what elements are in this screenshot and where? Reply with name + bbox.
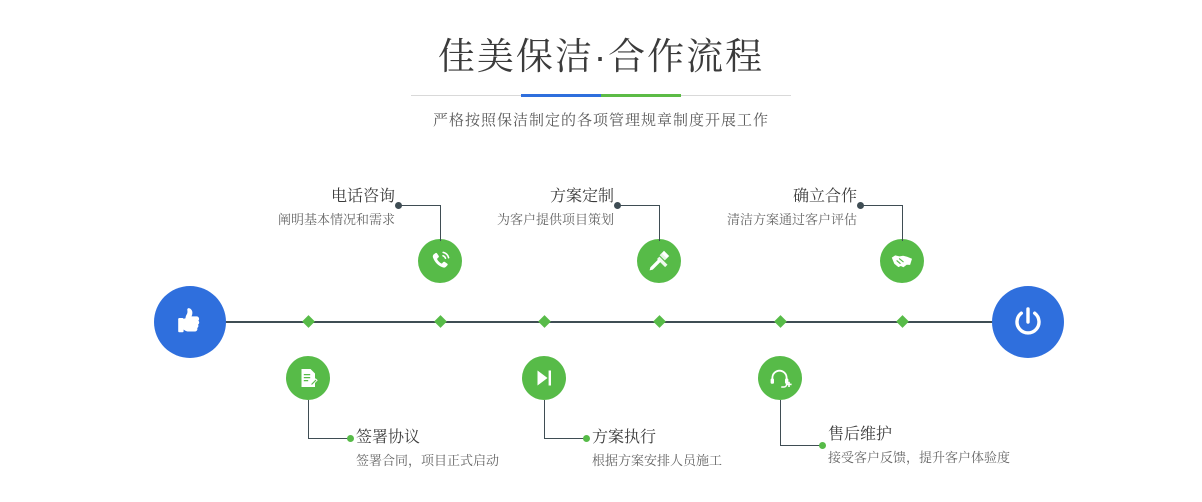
step-title-1: 电话咨询 <box>330 188 395 205</box>
step-endpoint-dot-5 <box>857 202 864 209</box>
step-title-5: 确立合作 <box>792 188 857 205</box>
step-marker-1 <box>434 315 447 328</box>
step-label-5 <box>690 186 857 230</box>
step-label-3 <box>460 186 614 230</box>
handshake-icon <box>890 249 914 273</box>
step-connector-4-horizontal <box>544 438 586 439</box>
step-label-6 <box>828 424 1010 468</box>
step-connector-5-vertical <box>902 205 903 241</box>
step-title-3: 方案定制 <box>549 188 614 205</box>
power-icon <box>1010 304 1046 340</box>
step-connector-1-vertical <box>440 205 441 241</box>
step-connector-3-vertical <box>659 205 660 241</box>
step-connector-4-vertical <box>544 400 545 438</box>
step-endpoint-dot-3 <box>614 202 621 209</box>
step-endpoint-dot-2 <box>347 435 354 442</box>
step-title-6: 售后维护 <box>828 426 893 443</box>
step-desc-2: 签署合同，项目正式启动 <box>356 453 500 468</box>
step-connector-2-vertical <box>308 400 309 438</box>
step-connector-3-horizontal <box>617 205 659 206</box>
step-desc-6: 接受客户反馈，提升客户体验度 <box>828 450 1011 465</box>
page-title: 佳美保洁·合作流程 <box>437 36 765 77</box>
step-endpoint-dot-4 <box>583 435 590 442</box>
step-desc-5: 清洁方案通过客户评估 <box>726 212 857 227</box>
step-connector-2-horizontal <box>308 438 350 439</box>
step-label-1 <box>255 186 395 230</box>
step-title-4: 方案执行 <box>592 429 657 446</box>
step-endpoint-dot-6 <box>819 442 826 449</box>
play-forward-icon <box>532 366 556 390</box>
step-marker-5 <box>896 315 909 328</box>
timeline-start-badge <box>154 286 226 358</box>
step-marker-2 <box>302 315 315 328</box>
timeline-end-badge <box>992 286 1064 358</box>
page-subtitle: 严格按照保洁制定的各项管理规章制度开展工作 <box>432 112 769 129</box>
step-desc-1: 阐明基本情况和需求 <box>277 212 395 227</box>
step-node-5[interactable] <box>880 239 924 283</box>
thumbs-up-icon <box>173 305 207 339</box>
step-marker-4 <box>538 315 551 328</box>
step-connector-6-horizontal <box>780 445 822 446</box>
step-label-4 <box>592 427 722 471</box>
step-label-2 <box>356 427 499 471</box>
step-marker-6 <box>774 315 787 328</box>
step-node-6[interactable] <box>758 356 802 400</box>
step-title-2: 签署协议 <box>356 429 421 446</box>
step-desc-4: 根据方案安排人员施工 <box>592 453 723 468</box>
step-endpoint-dot-1 <box>395 202 402 209</box>
step-connector-1-horizontal <box>398 205 440 206</box>
pen-ruler-icon <box>647 249 671 273</box>
step-marker-3 <box>653 315 666 328</box>
headset-support-icon <box>768 366 792 390</box>
step-connector-5-horizontal <box>860 205 902 206</box>
document-edit-icon <box>296 366 320 390</box>
step-node-3[interactable] <box>637 239 681 283</box>
phone-call-icon <box>428 249 452 273</box>
step-connector-6-vertical <box>780 400 781 445</box>
step-node-2[interactable] <box>286 356 330 400</box>
step-node-4[interactable] <box>522 356 566 400</box>
step-node-1[interactable] <box>418 239 462 283</box>
step-desc-3: 为客户提供项目策划 <box>496 212 614 227</box>
